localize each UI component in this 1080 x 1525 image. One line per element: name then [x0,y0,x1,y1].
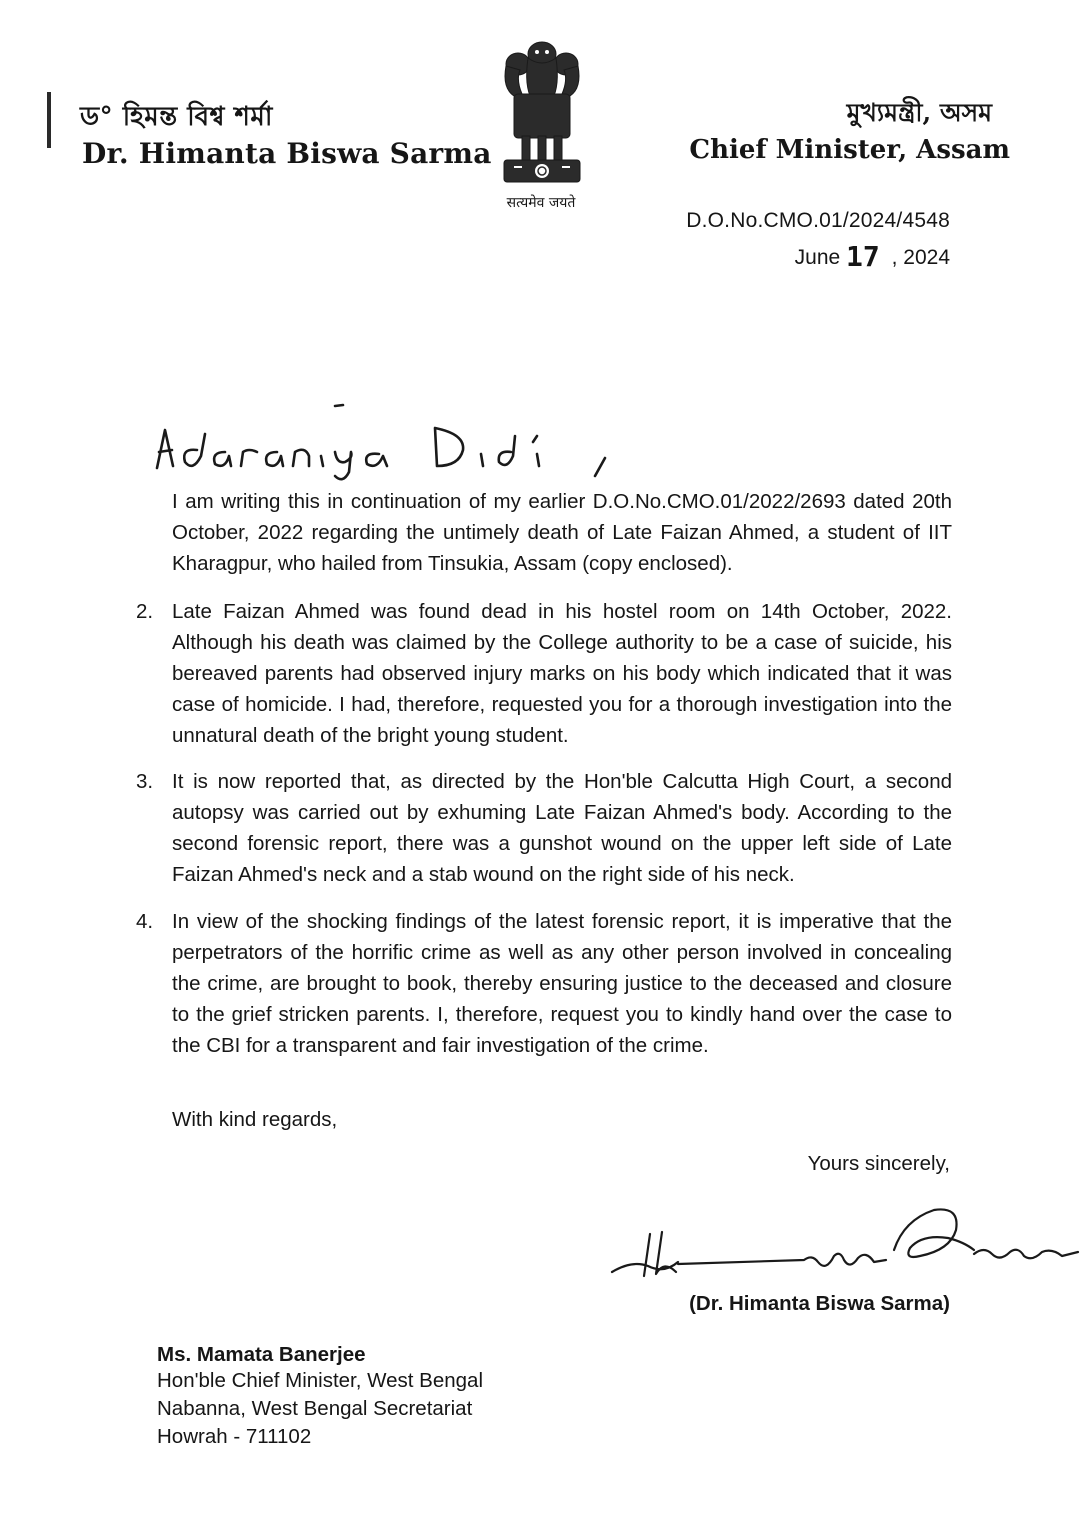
recipient-name: Ms. Mamata Banerjee [157,1343,366,1366]
paragraph-number: 3. [136,770,154,793]
paragraph-2 [136,596,952,751]
date-year: , 2024 [891,246,950,269]
closing-regards: With kind regards, [172,1108,338,1131]
recipient-designation: Hon'ble Chief Minister, West Bengal [157,1369,483,1392]
sender-title: Chief Minister, Assam [689,135,1010,165]
paragraph-text: It is now reported that, as directed by the Hon'ble Calcutta High Court, a second autopsy was carried out by exhuming Late Faizan Ahmed's body. According to the second forensic report, there was a gunshot wound on the upper left side of Late Faizan Ahmed's neck and a stab wound on the right side of his neck. [172,770,952,886]
date-month: June [794,246,841,269]
paragraph-4 [136,906,952,1061]
sender-name: Dr. Himanta Biswa Sarma [82,137,492,170]
paragraph-number: 2. [136,600,154,623]
paragraph-number: 4. [136,910,154,933]
paragraph-3 [136,766,952,890]
letterhead-margin-mark [47,92,51,148]
sender-name-native: ড° হিমন্ত বিশ্ব শৰ্মা [80,102,273,132]
signer-name: (Dr. Himanta Biswa Sarma) [689,1292,950,1315]
emblem-motto: सत्यमेव जयते [506,195,576,211]
sender-title-native: মুখ্যমন্ত্ৰী, অসম [846,98,992,127]
letter-date [795,238,950,271]
reference-number: D.O.No.CMO.01/2024/4548 [686,209,950,232]
closing-sign-off: Yours sincerely, [807,1152,950,1175]
recipient-city: Howrah - 711102 [157,1425,312,1448]
date-day-handwritten: 17 [846,240,880,273]
state-emblem-icon [492,36,592,196]
handwritten-salutation [145,400,625,490]
handwritten-signature [604,1190,1080,1290]
paragraph-text: In view of the shocking findings of the latest forensic report, it is imperative that the perpetrators of the horrific crime as well as any other person involved in concealing the crime, are brought to book, thereby ensuring justice to the deceased and closure to the grief stricken parents. I, therefore, request you to kindly hand over the case to the CBI for a transparent and fair investigation of the crime. [172,910,952,1057]
paragraph-1: I am writing this in continuation of my earlier D.O.No.CMO.01/2022/2693 dated 20th October, 2022 regarding the untimely death of Late Faizan Ahmed, a student of IIT Kharagpur, who hailed from Tinsukia, Assam (copy enclosed). [172,490,952,575]
paragraph-text: Late Faizan Ahmed was found dead in his hostel room on 14th October, 2022. Although his death was claimed by the College authority to be a case of suicide, his bereaved parents had observed injury marks on his body which indicated that it was case of homicide. I had, therefore, requested you for a thorough investigation into the unnatural death of the bright young student. [172,600,952,747]
recipient-office: Nabanna, West Bengal Secretariat [157,1397,473,1420]
